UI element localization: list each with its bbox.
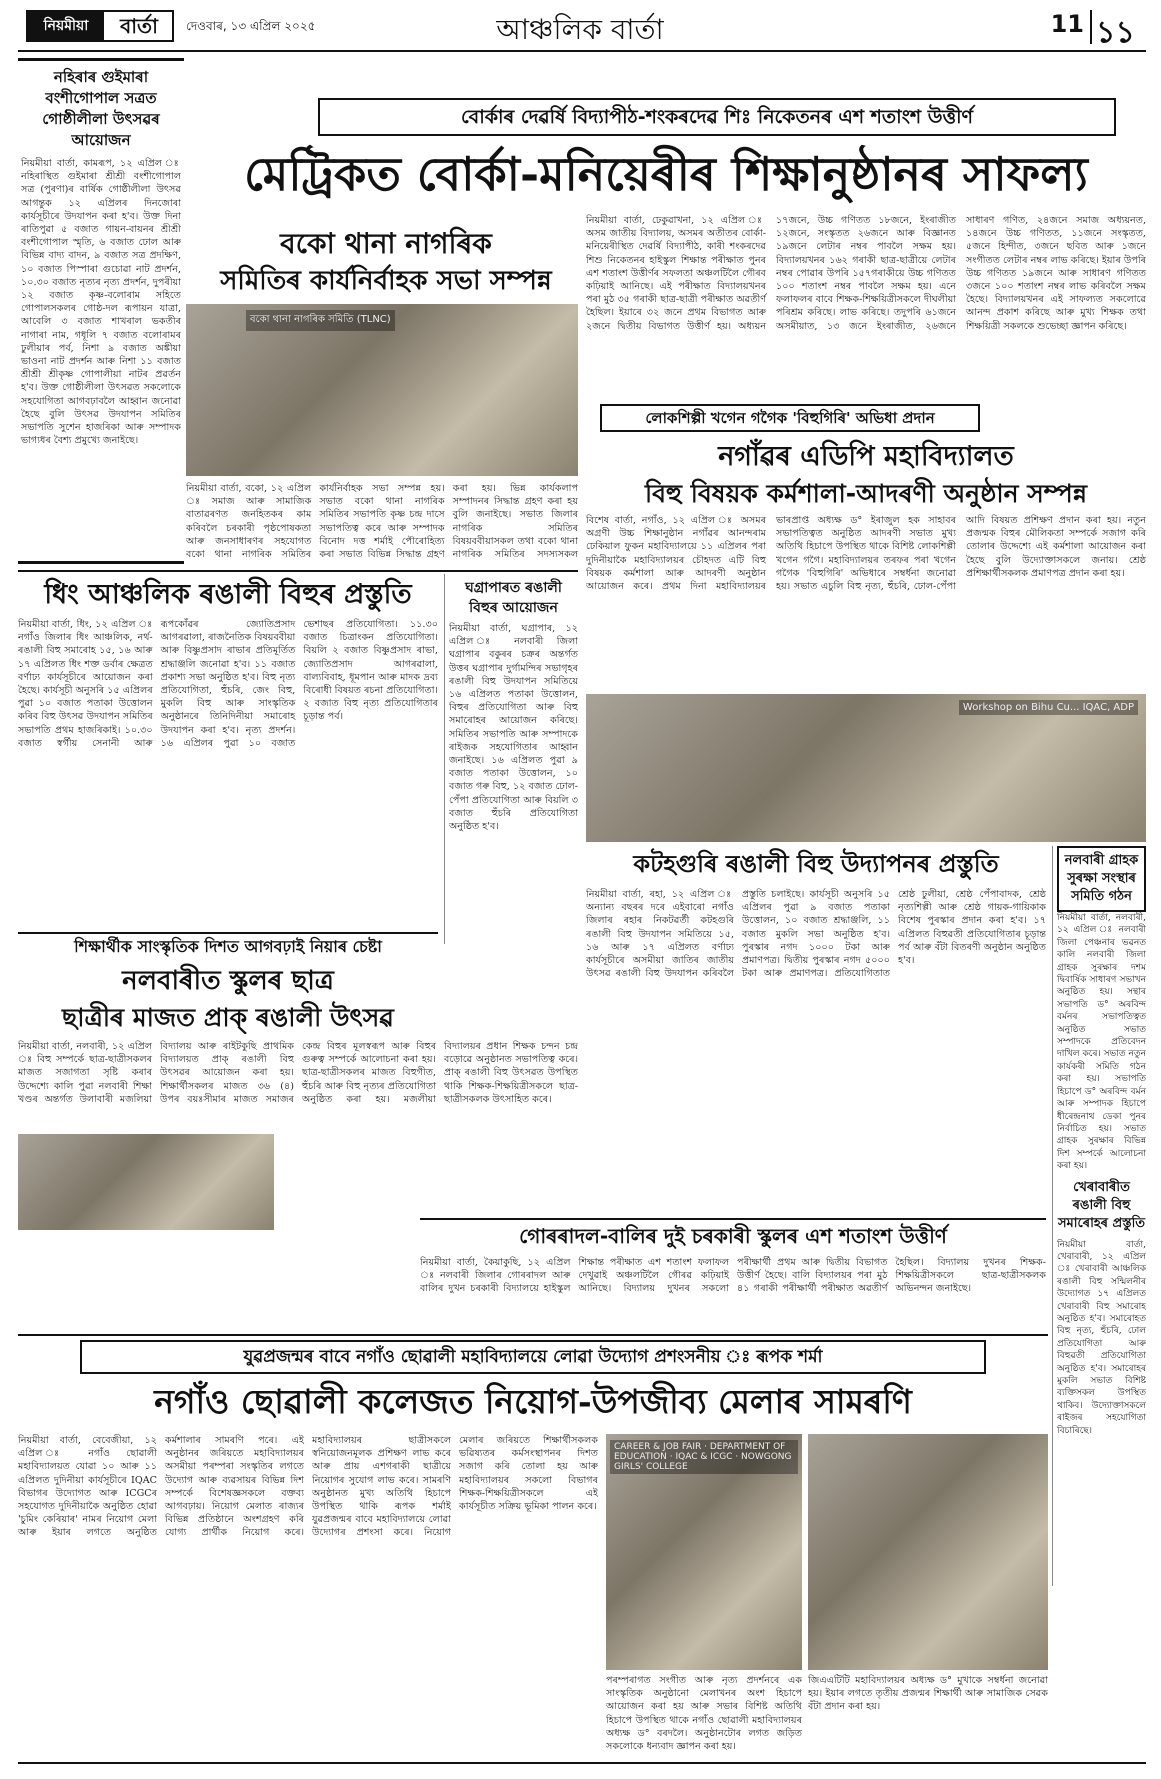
right-text-2: নিয়মীয়া বাৰ্তা, খেৰাবাৰী, ১২ এপ্ৰিল ঃ খেৰাবাৰী আঞ্চলিক ৰঙালী বিহু সন্মিলনীৰ উদ্যোগত ১৭ এপ্ৰিলত খেৰাবাৰী বিহু সমাৰোহ অনুষ্ঠিত হ'ব। সমাৰোহত বিহু নৃত্য, হুঁচৰি, ঢোল প্ৰতিযোগিতা আৰু বিহুৱতী প্ৰতিযোগিতা অনুষ্ঠিত হ'ব। সমাৰোহৰ মুকলি সভাত বিশিষ্ট ব্যক্তিসকল উপস্থিত থাকিব। উদ্যোক্তাসকলে ৰাইজৰ সহযোগিতা বিচাৰিছে। (1057, 1239, 1146, 1436)
bihugiri-h1: নগাঁৱৰ এডিপি মহাবিদ্যালত (718, 441, 1014, 472)
right-text-1: নিয়মীয়া বাৰ্তা, নলবাৰী, ১২ এপ্ৰিল ঃ নলবাৰী জিলা পেঞ্চনাৰ ভৱনত কালি নলবাৰী জিলা গ্ৰাহক সুৰক্ষাৰ দশম দ্বিবাৰ্ষিক সাধাৰণ সভাখন অনুষ্ঠিত হয়। সন্থাৰ সভাপতি ড° অৰবিন্দ বৰ্মনৰ সভাপতিত্বত অনুষ্ঠিত সভাত সম্পাদকে প্ৰতিবেদন দাখিল কৰে। সভাত নতুন কাৰ্যকৰী সমিতি গঠন কৰা হয়। সভাপতি হিচাপে ড° অৰবিন্দ বৰ্মন আৰু সম্পাদক হিচাপে ধীৰেন্দ্ৰনাথ ডেকা পুনৰ নিৰ্বাচিত হয়। সভাত গ্ৰাহক সুৰক্ষাৰ বিভিন্ন দিশ সম্পৰ্কে আলোচনা কৰা হয়। (1057, 913, 1146, 1172)
katahguri-text: নিয়মীয়া বাৰ্তা, ৰহা, ১২ এপ্ৰিল ঃ অন্যান্য বছৰৰ দৰে এইবাৰো নগাঁও জিলাৰ ৰহাৰ নিকটৱৰ্তী কটহগুৰি ৰঙালী বিহু উদযাপন সমিতিয়ে ১৫, ১৬ আৰু ১৭ এপ্ৰিলত বৰ্ণাঢ্য কাৰ্যসূচীৰে অসমীয়া জাতিৰ জাতীয় উৎসৱ ৰঙালী বিহু উদযাপন কৰিবলৈ প্ৰস্তুতি চলাইছে। কাৰ্যসূচী অনুসৰি ১৫ এপ্ৰিলৰ পুৱা ৯ বজাত পতাকা উত্তোলন, ১০ বজাত শ্ৰদ্ধাঞ্জলি, ১১ বজাত মুকলি সভা অনুষ্ঠিত হ'ব। পুৰস্কাৰ নগদ ১০০০ টকা আৰু প্ৰমাণপত্ৰ। দ্বিতীয় পুৰস্কাৰ নগদ ৫০০০ টকা আৰু প্ৰমাণপত্ৰ। প্ৰতিযোগিতাত শ্ৰেষ্ঠ ঢুলীয়া, শ্ৰেষ্ঠ পেঁপাবাদক, শ্ৰেষ্ঠ নৃত্যশিল্পী আৰু শ্ৰেষ্ঠ গায়ক-গায়িকাক বিশেষ পুৰস্কাৰ প্ৰদান কৰা হ'ব। ১৭ এপ্ৰিলত বিহুৱতী প্ৰতিযোগিতাৰ চূড়ান্ত পৰ্ব আৰু বঁটা বিতৰণী অনুষ্ঠান অনুষ্ঠিত হ'ব। (586, 889, 1046, 980)
dhing-text: নিয়মীয়া বাৰ্তা, ধিং, ১২ এপ্ৰিল ঃ নগাঁও জিলাৰ ধিং আঞ্চলিক, নৰ্থ-ৰঙালী বিহু সমাৰোহ ১৫, ১৬ আৰু ১৭ এপ্ৰিলত ধিং শক্ত ডৰ্বাৰ ক্ষেত্ৰত বৰ্ণাঢ্য কাৰ্যসূচীৰে আয়োজন কৰা হৈছে। কাৰ্যসূচী অনুসৰি ১৫ এপ্ৰিলৰ পুৱা ১০ বজাত পতাকা উত্তোলন কৰিব বিহু উৎসৱ উদযাপন সমিতিৰ সভাপতি প্ৰথম হাজৰিকাই। ১০.৩০ বজাত স্বৰ্গীয় সেনানী আৰু ৰূপকোঁৱৰ জ্যোতিপ্ৰসাদ আগৰৱালা, ৰাজনৈতিক বিষয়ববীয়া আৰু বিষ্ণুপ্ৰসাদ ৰাভাৰ প্ৰতিমূৰ্তিত শ্ৰদ্ধাঞ্জলি জনোৱা হ'ব। ১১ বজাত প্ৰকাশ্য সভা অনুষ্ঠিত হ'ব। বিহু নৃত্য প্ৰতিযোগিতা, হুঁচৰি, জেং বিহু, মুকলি বিহু আৰু সাংস্কৃতিক অনুষ্ঠানৰে তিনিদিনীয়া সমাৰোহ উদযাপন কৰা হ'ব। নৃত্য প্ৰদৰ্শন। ১৬ এপ্ৰিলৰ পুৱা ১০ বজাত ভেশাছৰ প্ৰতিযোগিতা। ১১.৩০ বজাত চিত্ৰাংকন প্ৰতিযোগিতা। বিয়লি ২ বজাত বিষ্ণুপ্ৰসাদ ৰাভা, জ্যোতিপ্ৰসাদ আগৰৱালা, বাল্যবিবাহ, ধূমপান আৰু মাদক দ্ৰব্য বিৰোধী বিষয়ত ৰচনা প্ৰতিযোগিতা। ২ বজাত বিহু নৃত্য প্ৰতিযোগিতাৰ চূড়ান্ত পৰ্ব। (18, 619, 438, 749)
school-text: নিয়মীয়া বাৰ্তা, নলবাৰী, ১২ এপ্ৰিল ঃ বিহু সম্পৰ্কে ছাত্ৰ-ছাত্ৰীসকলৰ মাজত সজাগতা সৃষ্টি কৰাৰ উদ্দেশ্যে কালি পুৱা নলবাৰী শিক্ষা খণ্ডৰ অন্তৰ্গত উলাবাৰী মজলিয়া বিদ্যালয় আৰু ৰাইটকুছি প্ৰাথমিক বিদ্যালয়ত প্ৰাক্ ৰঙালী বিহু উৎসৱৰ আয়োজন কৰা হয়। শিক্ষাৰ্থীসকলৰ মাজত ৩৬ (৪) উপৰ বয়ঃসীমাৰ মাজত সমাজৰ কেন্দ্ৰ বিহুৰ মূলস্বৰূপ আৰু বিহুৰ গুৰুত্ব সম্পৰ্কে আলোচনা কৰা হয়। ছাত্ৰ-ছাত্ৰীসকলৰ মাজত বিহুগীত, হুঁচৰি আৰু বিহু নৃত্যৰ প্ৰতিযোগিতা অনুষ্ঠিত কৰা হয়। মজলীয়া বিদ্যালয়ৰ প্ৰধান শিক্ষক চন্দন চন্দ্ৰ বড়োৱে অনুষ্ঠানত সভাপতিত্ব কৰে। প্ৰাক্ ৰঙালী বিহু উৎসৱত উপস্থিত থাকি শিক্ষক-শিক্ষয়িত্ৰীসকলে ছাত্ৰ-ছাত্ৰীসকলক উৎসাহিত কৰে। (18, 1041, 578, 1105)
school-kicker: শিক্ষাৰ্থীক সাংস্কৃতিক দিশত আগবঢ়াই নিয়াৰ চেষ্টা (18, 932, 438, 958)
school-headline-2: ছাত্ৰীৰ মাজত প্ৰাক্ ৰঙালী উৎসৱ (62, 1003, 394, 1032)
bihugiri-h2: বিহু বিষয়ক কৰ্মশালা-আদৰণী অনুষ্ঠান সম্পন্ন (644, 479, 1087, 508)
bottom-photo-2 (808, 1434, 1048, 1670)
right-headline-2: খেৰাবাৰীত ৰঙালী বিহু সমাৰোহৰ প্ৰস্তুতি (1057, 1179, 1146, 1231)
tlnc-headline-2: সমিতিৰ কাৰ্যনিৰ্বাহক সভা সম্পন্ন (220, 266, 552, 296)
right-headline-1: নলবাৰী গ্ৰাহক সুৰক্ষা সংস্থাৰ সমিতি গঠন (1057, 846, 1146, 912)
page-number-native: ১১ (1096, 15, 1135, 46)
bottom-photo-1 (606, 1434, 802, 1670)
bihugiri-photo-label: Workshop on Bihu Cu... IQAC, ADP (959, 700, 1138, 715)
masthead-logo (26, 10, 174, 42)
bottom-caption: পৰম্পৰাগত সংগীত আৰু নৃত্য প্ৰদৰ্শনৰে এক সাংস্কৃতিক অনুষ্ঠানো মেলাখনৰ অংশ হিচাপে আয়োজন কৰা হয় আৰু সভাৰ বিশিষ্ট অতিথি হিচাপে উপস্থিত থাকে নগাঁও ছোৱালী মহাবিদ্যালয়ৰ অধ্যক্ষ ড° বৰদলৈ। অনুষ্ঠানটোৰ লগত জড়িত সকলোকে ধন্যবাদ জ্ঞাপন কৰা হয়। (606, 1675, 802, 1753)
ghagrapar-headline: ঘগ্ৰাপাৰত ৰঙালী বিহুৰ আয়োজন (465, 580, 562, 616)
left-col-box (18, 58, 184, 564)
tlnc-text: নিয়মীয়া বাৰ্তা, বকো, ১২ এপ্ৰিল ঃ সমাজ আৰু সামাজিক বাতাৱৰণত জনহিতকৰ কাম কৰিবলৈ চৰকাৰী পৃষ্ঠপোষকতা আৰু জনসাধাৰণৰ সহযোগত বকো থানা নাগৰিক সমিতিৰ কাৰ্যনিৰ্বাহক সভা সম্পন্ন হয়। সভাত বকো থানা নাগৰিক সমিতিৰ সভাপতি কৃষ্ণ চন্দ্ৰ দাসে সভাপতিত্ব কৰে আৰু সম্পাদক বিনোদ দত্ত শৰ্মাই পৌৰোহিত্য কৰা সভাত বিভিন্ন সিদ্ধান্ত গ্ৰহণ কৰা হয়। ভিন্ন কাৰ্যকলাপ সম্পাদনৰ সিদ্ধান্ত গ্ৰহণ কৰা হয় বুলি জনাইছে। সভাত জিলাৰ নাগৰিক সমিতিৰ বিষয়ববীয়াসকল তথা বকো থানা নাগৰিক সমিতিৰ সদস্যসকল (186, 483, 578, 561)
ghagrapar-text: নিয়মীয়া বাৰ্তা, ঘগ্ৰাপাৰ, ১২ এপ্ৰিল ঃ নলবাৰী জিলা ঘগ্ৰাপাৰ বকুৰৰ চক্ৰৰ অন্তৰ্গত উত্তৰ ঘগ্ৰাপাৰ দুৰ্গামন্দিৰ সভাগৃহৰ ৰঙালী বিহু উদযাপন সমিতিয়ে ১৬ এপ্ৰিলত পতাকা উত্তোলন, বিহুৰ প্ৰতিযোগিতা আৰু বিহু সমাৰোহৰ আয়োজন কৰিছে। সমিতিৰ সভাপতি আৰু সম্পাদকে ৰাইজক সহযোগিতাৰ আহ্বান জনাইছে। ১৬ এপ্ৰিলত পুৱা ৯ বজাত পতাকা উত্তোলন, ১০ বজাত গৰু বিহু, ১২ বজাত ঢোল-পেঁপা প্ৰতিযোগিতা আৰু বিয়লি ৩ বজাত হুঁচৰি প্ৰতিযোগিতা অনুষ্ঠিত হ'ব। (449, 623, 578, 833)
header-rule (18, 50, 1146, 52)
bottom-text: নিয়মীয়া বাৰ্তা, বেবেজীয়া, ১২ এপ্ৰিল ঃ নগাঁও ছোৱালী মহাবিদ্যালয়ত যোৱা ১০ আৰু ১১ এপ্ৰিলত দুদিনীয়া কাৰ্যসূচীৰে IQAC বিভাগৰ উদ্যোগত আৰু ICGCৰ সহযোগত দুদিনীয়াকৈ অনুষ্ঠিত হোৱা 'চুমিং কেৰিয়াৰ' নামৰ নিয়োগ মেলা আৰু ইয়াৰ লগতে অনুষ্ঠিত কৰ্মশালাৰ সামৰণি পৰে। এই অনুষ্ঠানৰ জৰিয়তে মহাবিদ্যালয়ৰ অসমীয়া পৰম্পৰা সংস্কৃতিৰ লগতে উদ্যোগ আৰু ব্যৱসায়ৰ বিভিন্ন দিশ সম্পৰ্কে বিশেষজ্ঞসকলে বক্তব্য আগবঢ়ায়। নিয়োগ মেলাত ৰাজ্যৰ বিভিন্ন প্ৰতিষ্ঠানে অংশগ্ৰহণ কৰি যোগ্য প্ৰাৰ্থীক নিয়োগ কৰে। মহাবিদ্যালয়ৰ ছাত্ৰীসকলে স্বনিয়োজনমূলক প্ৰশিক্ষণ লাভ কৰে আৰু প্ৰায় এশগৰাকী ছাত্ৰীয়ে নিয়োগৰ সুযোগ লাভ কৰে। সামৰণি অনুষ্ঠানত মুখ্য অতিথি হিচাপে উপস্থিত থাকি ৰূপক শৰ্মাই যুৱপ্ৰজন্মৰ বাবে মহাবিদ্যালয়ে লোৱা উদ্যোগৰ প্ৰশংসা কৰে। নিয়োগ মেলাৰ জৰিয়তে শিক্ষাৰ্থীসকলক ভৱিষ্যতৰ কৰ্মসংস্থাপনৰ দিশত সজাগ কৰি তোলা হয় আৰু মহাবিদ্যালয়ৰ সকলো বিভাগৰ শিক্ষক-শিক্ষয়িত্ৰীসকলে এই কাৰ্যসূচীত সক্ৰিয় ভূমিকা পালন কৰে। (18, 1435, 598, 1539)
katahguri-headline: কটহগুৰি ৰঙালী বিহু উদ্যাপনৰ প্ৰস্তুতি (633, 850, 999, 878)
bottom-banner-text: যুৱপ্ৰজন্মৰ বাবে নগাঁও ছোৱালী মহাবিদ্যালয়ে লোৱা উদ্যোগ প্ৰশংসনীয় ঃ ৰূপক শৰ্মা (243, 1347, 823, 1367)
logo-left: নিয়মীয়া (28, 12, 104, 40)
bihugiri-text: বিশেষ বাৰ্তা, নগাঁও, ১২ এপ্ৰিল ঃ অসমৰ অগ্ৰণী উচ্চ শিক্ষানুষ্ঠান নগাঁৱৰ আনন্দৰাম ঢেকিয়াল ফুকন মহাবিদ্যালয়ে ১১ এপ্ৰিলৰ পৰা দুদিনীয়াকৈ মহাবিদ্যালয়ৰ চৌহদত এটি বিহু বিষয়ক কৰ্মশালা আৰু আদৰণী অনুষ্ঠান আয়োজন কৰে। প্ৰথম দিনা মহাবিদ্যালয়ৰ ভাৰপ্ৰাপ্ত অধ্যক্ষ ড° ইৰাজুল হক সাহাবৰ সভাপতিত্বত অনুষ্ঠিত আদৰণী সভাত মুখ্য অতিথি হিচাপে উপস্থিত থাকে বিশিষ্ট লোকশিল্পী খগেন গগৈ। মহাবিদ্যালয়ৰ তৰফৰ পৰা খগেন গগৈক 'বিহুগিৰি' অভিধাৰে সম্বৰ্ধনা জনোৱা হয়। সভাত এচুলি বিহু নৃত্য, হুঁচৰি, ঢোল-পেঁপা আদি বিষয়ত প্ৰশিক্ষণ প্ৰদান কৰা হয়। নতুন প্ৰজন্মক বিহুৰ মৌলিকতা সম্পৰ্কে সজাগ কৰি তোলাৰ উদ্দেশ্যে এই কৰ্মশালা আয়োজন কৰা হৈছে বুলি উদ্যোক্তাসকলে জনায়। শ্ৰেষ্ঠ প্ৰশিক্ষাৰ্থীসকলক প্ৰমাণপত্ৰ প্ৰদান কৰা হয়। (586, 515, 1146, 593)
header-date: দেওবাৰ, ১৩ এপ্ৰিল ২০২৫ (186, 19, 316, 33)
bottom-headline: নগাঁও ছোৱালী কলেজত নিয়োগ-উপজীব্য মেলাৰ সামৰণি (154, 1382, 912, 1421)
school-headline-1: নলবাৰীত স্কুলৰ ছাত্ৰ (122, 966, 334, 996)
banner-text: বোৰ্কাৰ দেৱৰ্ষি বিদ্যাপীঠ-শংকৰদেৱ শিঃ নিকেতনৰ এশ শতাংশ উত্তীৰ্ণ (460, 106, 974, 128)
right-col-box (1052, 846, 1146, 1586)
metric-text: নিয়মীয়া বাৰ্তা, ঢেকুৱাখনা, ১২ এপ্ৰিল ঃ অসম জাতীয় বিদ্যালয়, অসমৰ অতীতৰ বোৰ্কা-মনিয়েৰীস্থিত দেৱৰ্ষি বিদ্যাপীঠ, কাৰী শংকৰদেৱ শিশু নিকেতনৰ হাইস্কুল শিক্ষান্ত পৰীক্ষাত পুনৰ এশ শতাংশ উত্তীৰ্ণৰ সফলতা অঞ্চলটিলৈ গৌৰব কঢ়িয়াই আনিছে। এই পৰীক্ষাত বিদ্যালয়খনৰ পৰা মুঠ ৩৫ গৰাকী ছাত্ৰ-ছাত্ৰী পৰীক্ষাত অৱতীৰ্ণ হৈছিল। ইয়াৰে ৩২ জনে প্ৰথম বিভাগত আৰু ২জনে দ্বিতীয় বিভাগত উত্তীৰ্ণ হয়। অধ্যয়ন ১৭জনে, উচ্চ গণিতত ১৮জনে, ইংৰাজীত ১২জনে, সংস্কৃতত ২৬জনে আৰু বিজ্ঞানত ১৯জনে লেটাৰ নম্বৰ পাবলৈ সক্ষম হয়। বিদ্যালয়খনৰ ১৬২ গৰাকী ছাত্ৰ-ছাত্ৰীয়ে লেটাৰ নম্বৰ পোৱাৰ উপৰি ১৫৭গৰাকীয়ে উচ্চ গণিতত ১০০ শতাংশ নম্বৰ পাবলৈ সক্ষম হয়। এনে ফলাফলৰ বাবে শিক্ষক-শিক্ষয়িত্ৰীসকলে দীঘলীয়া পৰিশ্ৰম কৰিছে। লাভ কৰিছে। তদুপৰি ৬১জনে অসমীয়াত, ১৩ জনে ইংৰাজীত, ২৬জনে সাধাৰণ গণিত, ২৪জনে সমাজ অধ্যয়নত, ১৪জনে উচ্চ গণিতত, ১১জনে সংস্কৃতত, ৫জনে হিন্দীত, ৩জনে ছবিত আৰু ১জনে সংগীতত লেটাৰ নম্বৰ লাভ কৰিছে। ইয়াৰ উপৰি উচ্চ গণিতত ১৯জনে আৰু সাধাৰণ গণিতত ৩জনে ১০০ শতাংশ নম্বৰ লাভ কৰিবলৈ সক্ষম হৈছে। বিদ্যালয়খনৰ এই সাফল্যত সকলোৱে আনন্দ প্ৰকাশ কৰিছে আৰু মুখ্য শিক্ষক তথা শিক্ষয়িত্ৰী সকলকে শুভেচ্ছা জ্ঞাপন কৰিছে। (586, 215, 1146, 332)
gorhdal-headline: গোৰৰাদল-বালিৰ দুই চৰকাৰী স্কুলৰ এশ শতাংশ উত্তীৰ্ণ (519, 1224, 947, 1248)
tlnc-photo (186, 304, 578, 476)
logo-right: বাৰ্তা (120, 14, 158, 38)
bihugiri-banner (600, 404, 980, 432)
bihugiri-banner-text: লোকশিল্পী খগেন গগৈক 'বিহুগিৰি' অভিধা প্ৰদান (645, 409, 935, 427)
bottom-banner (80, 1340, 986, 1374)
bottom-photo-label: CAREER & JOB FAIR · DEPARTMENT OF EDUCATION · IQAC & ICGC · NOWGONG GIRLS' COLLEGE (610, 1440, 798, 1474)
tlnc-photo-label: বকো থানা নাগৰিক সমিতি (TLNC) (246, 310, 395, 331)
tlnc-headline-1: বকো থানা নাগৰিক (280, 227, 492, 260)
page-number-latin: 11 (1050, 10, 1084, 38)
school-photo (18, 1134, 274, 1230)
gorhdal-text: নিয়মীয়া বাৰ্তা, কৈয়াকুছি, ১২ এপ্ৰিল ঃ নলবাৰী জিলাৰ গোৰৰাদল আৰু বালিৰ দুখন চৰকাৰী বিদ্যালয়ে হাইস্কুল শিক্ষান্ত পৰীক্ষাত এশ শতাংশ ফলাফল দেখুৱাই অঞ্চলটিলৈ গৌৰৱ কঢ়িয়াই আনিছে। বিদ্যালয় দুখনৰ সকলো পৰীক্ষাৰ্থী প্ৰথম আৰু দ্বিতীয় বিভাগত উত্তীৰ্ণ হৈছে। বালি বিদ্যালয়ৰ পৰা মুঠ ৪১ গৰাকী পৰীক্ষাৰ্থী পৰীক্ষাত অৱতীৰ্ণ হৈছিল। বিদ্যালয় দুখনৰ শিক্ষক-শিক্ষয়িত্ৰীসকলে ছাত্ৰ-ছাত্ৰীসকলক অভিনন্দন জনাইছে। (420, 1257, 1046, 1295)
main-headline: মেট্ৰিকত বোৰ্কা-মনিয়েৰীৰ শিক্ষানুষ্ঠানৰ সাফল্য (244, 147, 1088, 201)
bottom-caption-2: জিএএটিটি মহাবিদ্যালয়ৰ অধ্যক্ষ ড° মুখাকে সম্বৰ্ধনা জনোৱা হয়। ইয়াৰ লগতে তৃতীয় প্ৰজন্মৰ শিক্ষাৰ্থী আৰু সামাজিক সেৱক বঁটা প্ৰদান কৰা হয়। (808, 1675, 1048, 1713)
bihugiri-photo (586, 694, 1146, 842)
dhing-headline: ধিং আঞ্চলিক ৰঙালী বিহুৰ প্ৰস্তুতি (44, 579, 412, 610)
top-banner (318, 98, 1116, 136)
left-headline-1: নহিৰাৰ গুইমাৰা বংশীগোপাল সত্ৰত গোষ্ঠীলীলা উৎসৱৰ আয়োজন (42, 68, 160, 149)
section-title: আঞ্চলিক বাৰ্তা (496, 13, 664, 46)
ghagrapar-box (444, 574, 578, 944)
footer-rule (18, 1762, 1146, 1764)
left-text-1: নিয়মীয়া বাৰ্তা, কামৰূপ, ১২ এপ্ৰিল ঃ নহিৰাস্থিত গুইমাৰা শ্ৰীশ্ৰী বংশীগোপাল সত্ৰ (পুৰণা)ৰ বাৰ্ষিক গোষ্ঠীলীলা উৎসৱ আগন্তুক ১২ এপ্ৰিলৰ দিনজোৰা কাৰ্যসূচীৰে উদযাপন কৰা হ'ব। উক্ত দিনা ৰাতিপুৱা ৫ বজাত গায়ন-বায়নৰ শ্ৰীশ্ৰী বংশীগোপাল স্মৃতি, ৬ বজাত ঢোল আৰু বিভিন্ন বাদ্য বাদন, ৯ বজাত সত্ৰ প্ৰদক্ষিণ, ১০ বজাত পিস্পাৰা গুচোৱা নাট প্ৰদৰ্শন, ১০.৩০ বজাত নৃত্যৰ নৃত্য প্ৰদৰ্শন, দুপৰীয়া ১২ বজাত কৃষ্ণ-বলোৰাম সহিতে গোপালসকলৰ গোষ্ঠ-দল ৰূপায়ন যাত্ৰা, আবেলি ৩ বজাত শাখৰাল ভকতীৰ নাগাৰা নাম, গধূলি ৭ বজাত বলোৰামৰ ঢুলীয়াৰ পৰ্ব, নিশা ৯ বজাত অঙ্কীয়া ভাওনা নাট প্ৰদৰ্শন আৰু নিশা ১১ বজাত শ্ৰীশ্ৰী শ্ৰীকৃষ্ণ গোপালীয়া নাটৰ প্ৰৱৰ্তন হ'ব। উক্ত গোষ্ঠীলীলা উৎসৱত সকলোকে সহযোগিতা আগবঢ়াবলৈ আহ্বান জনোৱা হৈছে বুলি উৎসৱ উদযাপন সমিতিৰ সভাপতি সুশেন হাজৰিকা আৰু সম্পাদক ভাগ্যধৰ বৈশ্য প্ৰমুখ্যে জনাইছে। (21, 158, 181, 447)
bottom-box (18, 1334, 1048, 1338)
